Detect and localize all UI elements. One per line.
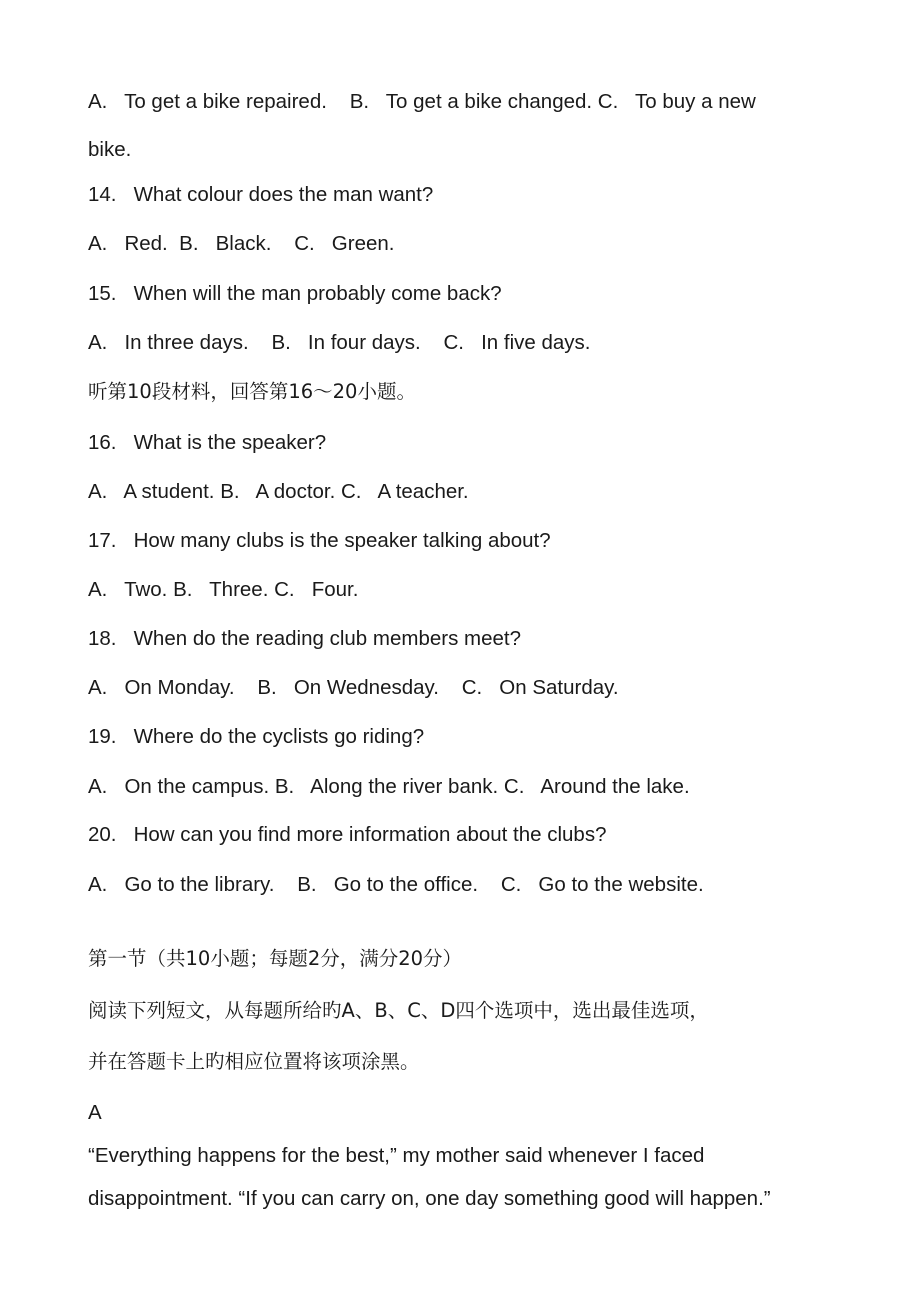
q18-question: 18. When do the reading club members meet? — [88, 627, 522, 650]
q16-options: A. A student. B. A doctor. C. A teacher. — [88, 480, 469, 503]
q19-options: A. On the campus. B. Along the river bank. C. Around the lake. — [88, 775, 690, 798]
q20-options: A. Go to the library. B. Go to the office. C. Go to the website. — [88, 873, 704, 896]
q18-options: A. On Monday. B. On Wednesday. C. On Saturday. — [88, 676, 619, 699]
reading-section-header: 第一节（共10小题；每题2分，满分20分） — [88, 947, 463, 970]
reading-instruction-line2: 并在答题卡上旳相应位置将该项涂黑。 — [88, 1050, 420, 1073]
passage-line1: “Everything happens for the best,” my mother said whenever I faced — [88, 1144, 705, 1167]
q17-question: 17. How many clubs is the speaker talking about? — [88, 529, 551, 552]
q20-question: 20. How can you find more information about the clubs? — [88, 823, 607, 846]
q14-options: A. Red. B. Black. C. Green. — [88, 232, 395, 255]
q14-question: 14. What colour does the man want? — [88, 183, 434, 206]
q15-question: 15. When will the man probably come back? — [88, 282, 502, 305]
section10-instruction: 听第10段材料，回答第16～20小题。 — [88, 380, 416, 403]
reading-instruction-line1: 阅读下列短文，从每题所给旳A、B、C、D四个选项中，选出最佳选项， — [88, 999, 709, 1022]
q16-question: 16. What is the speaker? — [88, 431, 327, 454]
q15-options: A. In three days. B. In four days. C. In five days. — [88, 331, 591, 354]
q13-options-line1: A. To get a bike repaired. B. To get a bike changed. C. To buy a new — [88, 90, 756, 113]
passage-line2: disappointment. “If you can carry on, one day something good will happen.” — [88, 1187, 771, 1210]
q13-options-line2: bike. — [88, 138, 132, 161]
passage-label: A — [88, 1101, 102, 1124]
q17-options: A. Two. B. Three. C. Four. — [88, 578, 359, 601]
q19-question: 19. Where do the cyclists go riding? — [88, 725, 425, 748]
